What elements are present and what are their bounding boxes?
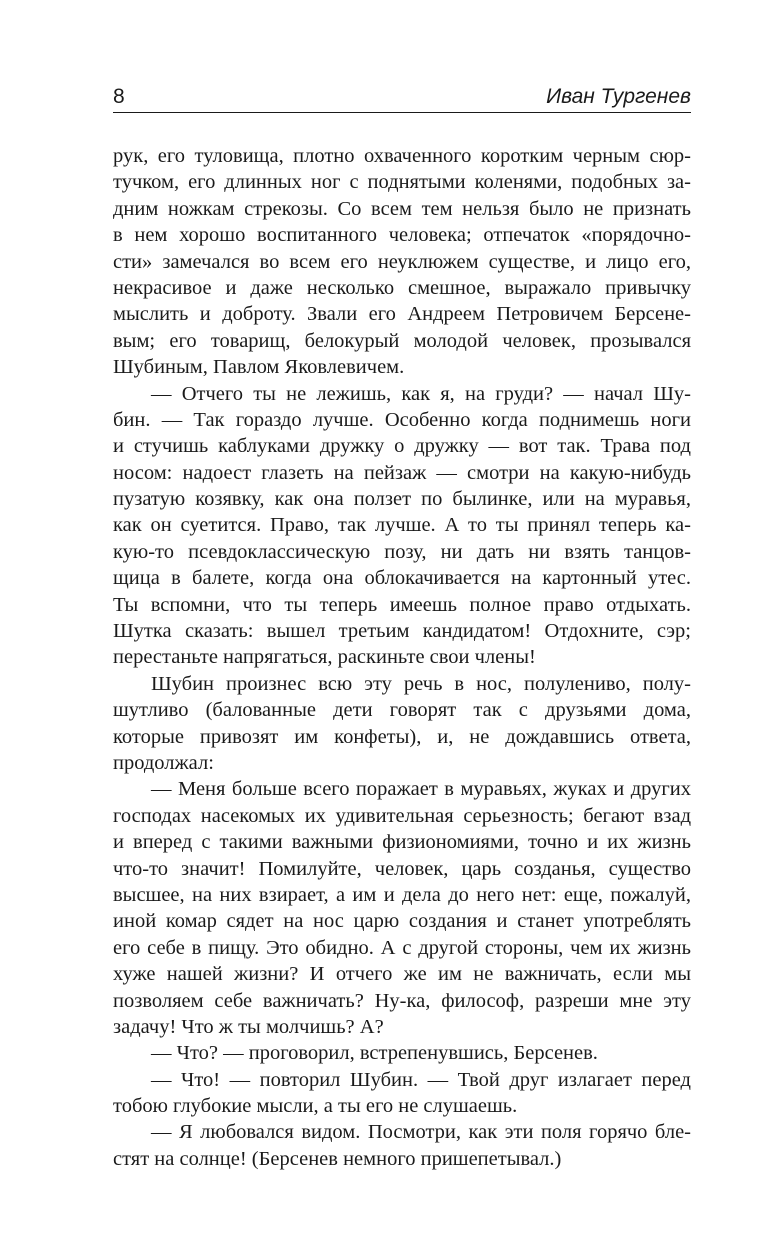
paragraph <box>113 671 691 777</box>
paragraph <box>113 776 691 1040</box>
text-line: — Меня больше всего поражает в муравьях, жуках и других <box>151 778 691 801</box>
text-line: бин. — Так гораздо лучше. Особенно когда поднимешь ноги <box>113 408 691 431</box>
text-line: которые привозят им конфеты), и, не дождавшись ответа, <box>113 725 691 748</box>
text-line: в нем хорошо воспитанного человека; отпечаток «порядочно- <box>113 224 691 247</box>
paragraph <box>113 143 691 381</box>
paragraph <box>113 1040 691 1066</box>
paragraph <box>113 1119 691 1172</box>
body-text <box>113 143 691 1172</box>
text-line: что-то значит! Помилуйте, человек, царь созданья, существо <box>113 857 691 880</box>
text-line: господах насекомых их удивительная серьезность; бегают взад <box>113 804 691 827</box>
text-line: и вперед с такими важными физиономиями, точно и их жизнь <box>113 831 691 854</box>
text-line: — Что? — проговорил, встрепенувшись, Берсенев. <box>151 1042 598 1065</box>
page-number: 8 <box>113 85 125 108</box>
paragraph <box>113 1067 691 1120</box>
text-line: носом: надоест глазеть на пейзаж — смотри на какую-нибудь <box>113 461 691 484</box>
text-line: Ты вспомни, что ты теперь имеешь полное право отдыхать. <box>113 593 691 616</box>
text-line: дним ножкам стрекозы. Со всем тем нельзя было не признать <box>113 197 691 220</box>
text-line: продолжал: <box>113 751 214 774</box>
text-line: щица в балете, когда она облокачивается на картонный утес. <box>113 567 691 590</box>
text-line: — Что! — повторил Шубин. — Твой друг излагает перед <box>151 1068 691 1091</box>
running-title: Иван Тургенев <box>546 85 691 108</box>
text-line: рук, его туловища, плотно охваченного коротким черным сюр- <box>113 145 691 167</box>
text-line: Шубиным, Павлом Яковлевичем. <box>113 356 405 379</box>
paragraph <box>113 381 691 671</box>
text-line: пузатую козявку, как она ползет по былинке, или на муравья, <box>113 488 691 511</box>
text-line: некрасивое и даже несколько смешное, выражало привычку <box>113 276 691 299</box>
text-line: высшее, на них взирает, а им и дела до него нет: еще, пожалуй, <box>113 883 691 906</box>
text-line: тобою глубокие мысли, а ты его не слушаешь. <box>113 1095 518 1118</box>
text-line: сти» замечался во всем его неуклюжем существе, и лицо его, <box>113 250 691 273</box>
text-line: тучком, его длинных ног с поднятыми коленями, подобных за- <box>113 171 691 194</box>
text-line: шутливо (балованные дети говорят так с друзьями дома, <box>113 699 691 722</box>
text-line: перестаньте напрягаться, раскиньте свои члены! <box>113 646 536 669</box>
text-line: как он суетится. Право, так лучше. А то ты принял теперь ка- <box>113 514 691 537</box>
text-line: Шубин произнес всю эту речь в нос, полулениво, полу- <box>151 672 691 695</box>
text-line: хуже нашей жизни? И отчего же им не важничать, если мы <box>113 963 691 986</box>
text-line: стят на солнце! (Берсенев немного пришепетывал.) <box>113 1147 562 1170</box>
text-line: задачу! Что ж ты молчишь? А? <box>113 1015 384 1038</box>
text-line: — Отчего ты не лежишь, как я, на груди? — начал Шу- <box>151 382 691 405</box>
text-line: кую-то псевдоклассическую позу, ни дать ни взять танцов- <box>113 540 691 563</box>
text-line: мыслить и доброту. Звали его Андреем Петровичем Берсене- <box>113 303 691 326</box>
text-line: позволяем себе важничать? Ну-ка, философ, разреши мне эту <box>113 989 691 1012</box>
text-line: — Я любовался видом. Посмотри, как эти поля горячо бле- <box>151 1121 691 1144</box>
text-line: вым; его товарищ, белокурый молодой человек, прозывался <box>113 329 691 352</box>
text-line: иной комар сядет на нос царю создания и станет употреблять <box>113 910 691 933</box>
text-line: Шутка сказать: вышел третьим кандидатом! Отдохните, сэр; <box>113 620 691 643</box>
text-line: его себе в пищу. Это обидно. А с другой стороны, чем их жизнь <box>113 936 691 959</box>
running-header <box>113 84 691 113</box>
text-line: и стучишь каблуками дружку о дружку — вот так. Трава под <box>113 435 691 458</box>
